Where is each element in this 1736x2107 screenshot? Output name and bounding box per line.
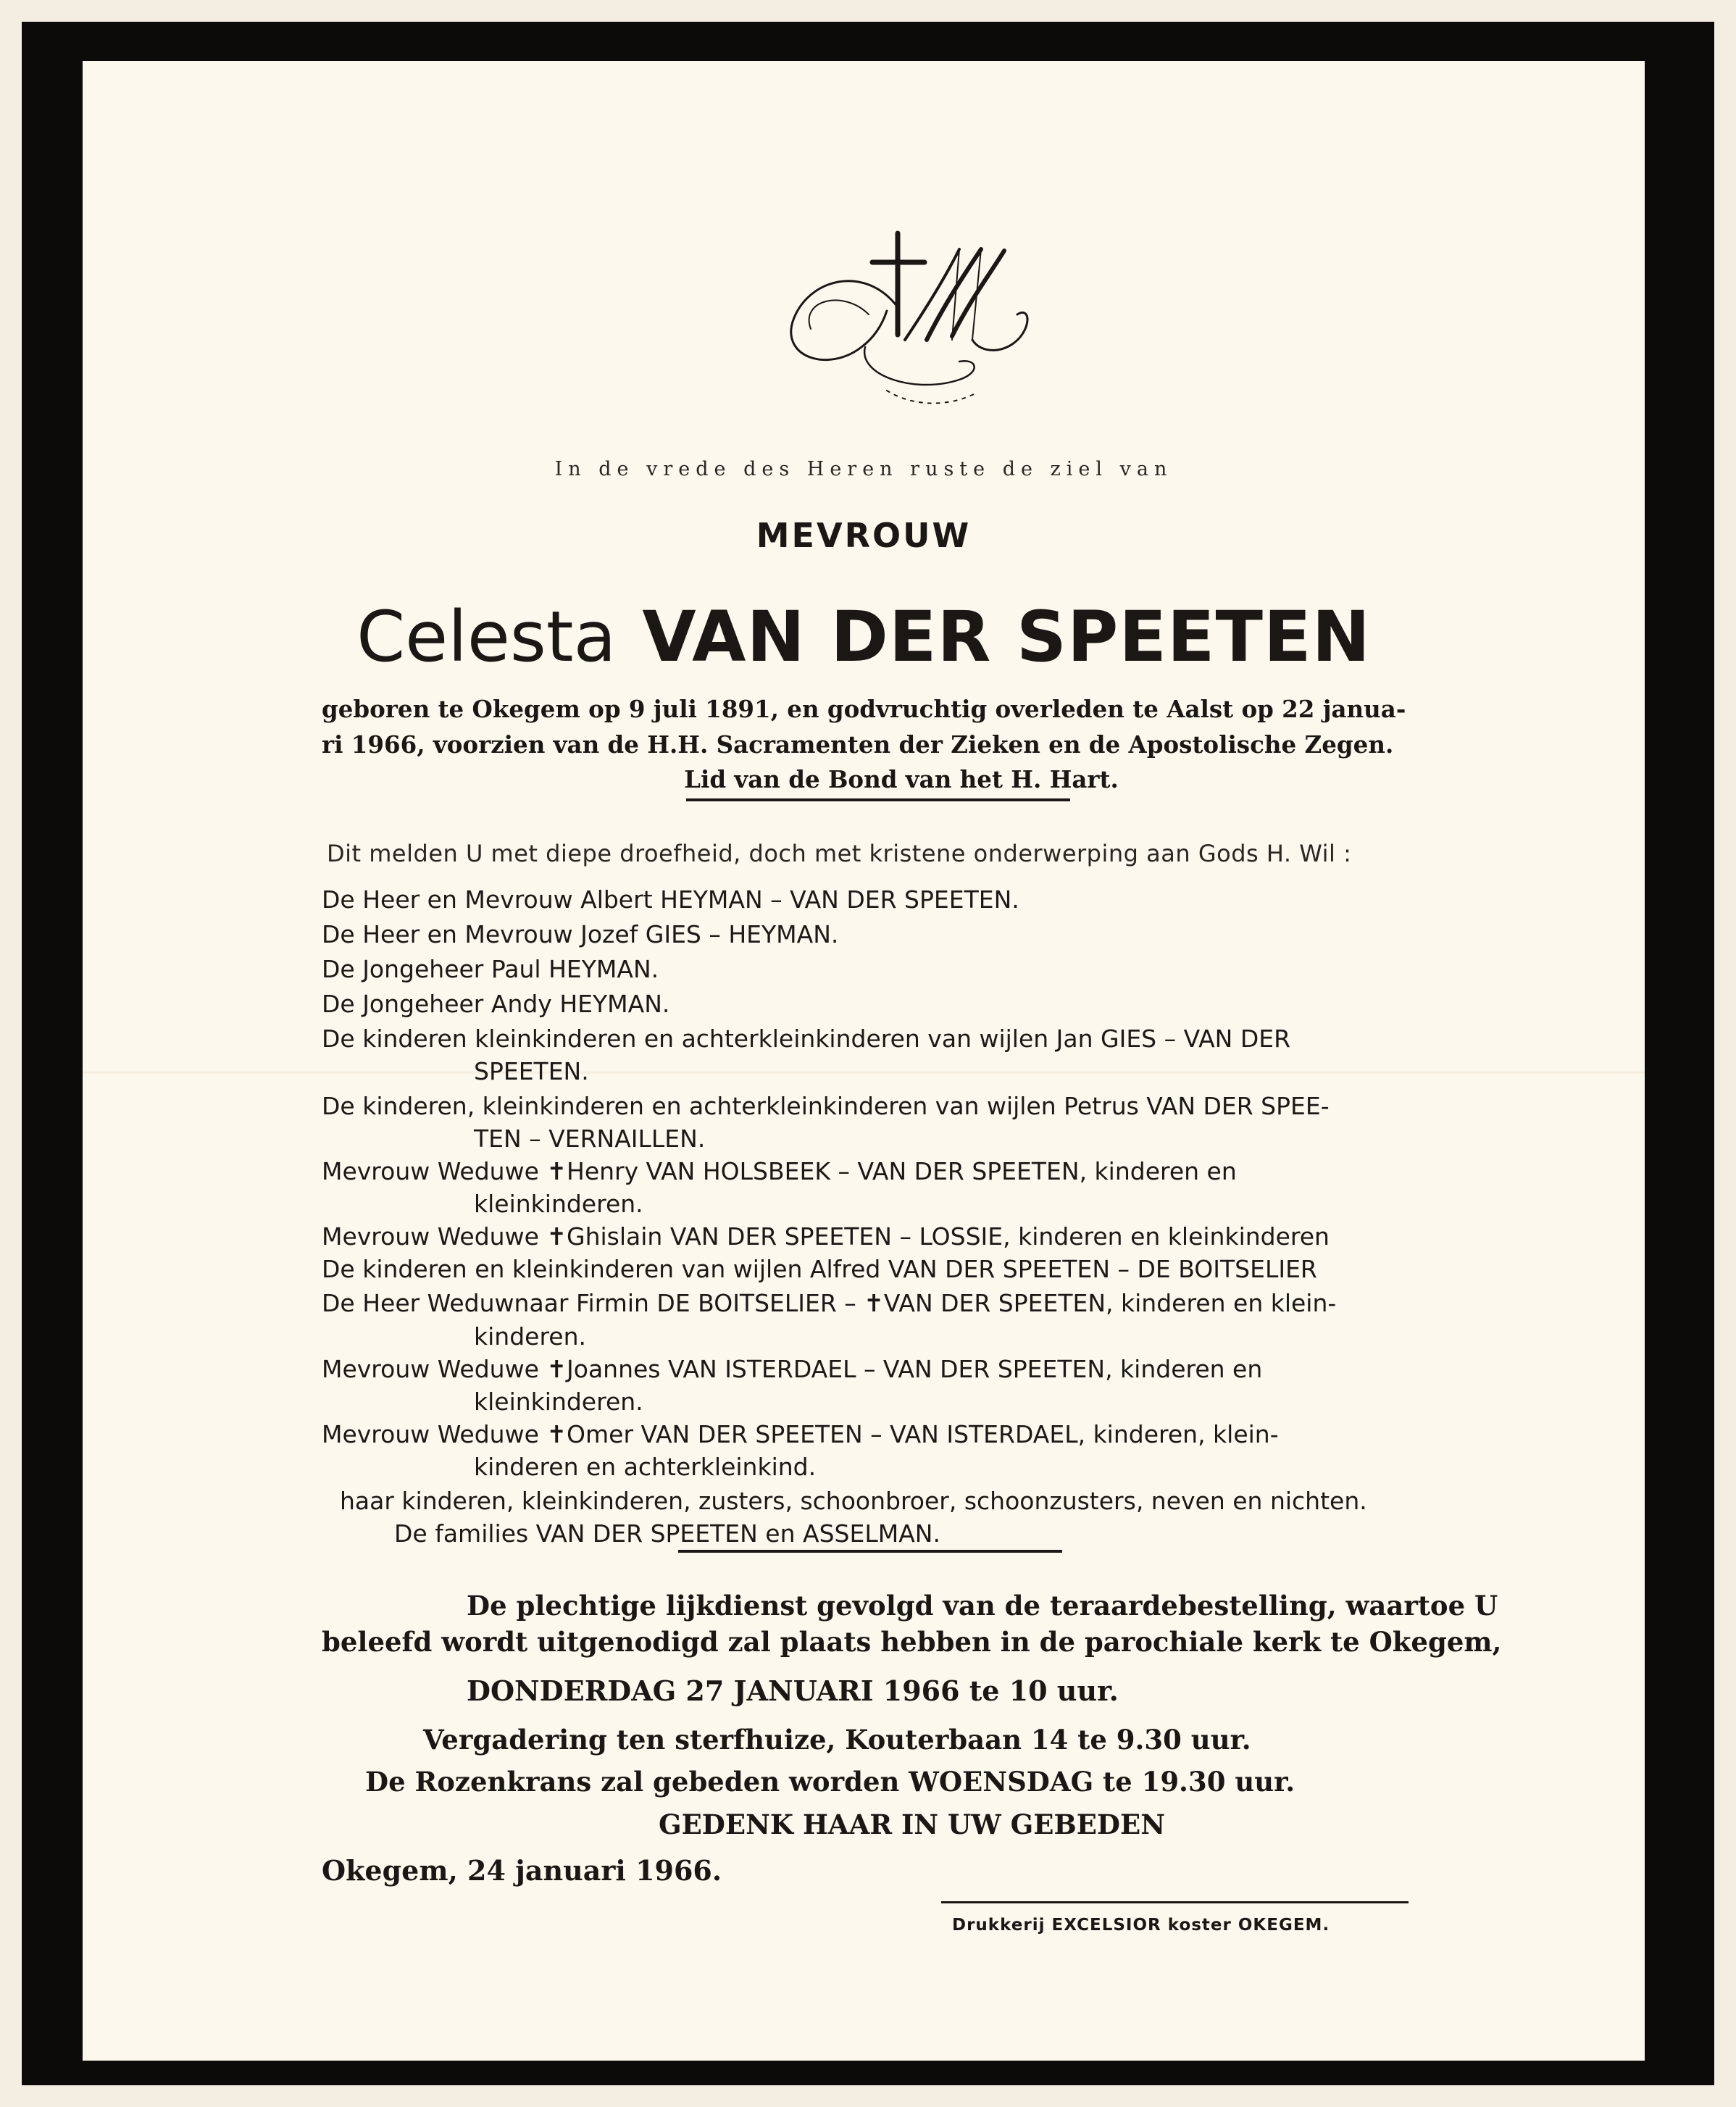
bio-line: Lid van de Bond van het H. Hart. <box>684 765 1119 793</box>
mourner-line: kleinkinderen. <box>474 1388 643 1416</box>
mourner-line: De Heer Weduwnaar Firmin DE BOITSELIER – ✝VAN DER SPEETEN, kinderen en klein- <box>322 1289 1337 1317</box>
fold-line <box>83 1072 1645 1074</box>
honorific: MEVROUW <box>756 516 972 555</box>
lead-in-text: Dit melden U met diepe droefheid, doch met kristene onderwerping aan Gods H. Wil : <box>327 840 1352 867</box>
mourner-line: haar kinderen, kleinkinderen, zusters, schoonbroer, schoonzusters, neven en nichten. <box>340 1487 1367 1515</box>
service-line: De Rozenkrans zal gebeden worden WOENSDAG te 19.30 uur. <box>365 1766 1295 1798</box>
mourner-line: Mevrouw Weduwe ✝Omer VAN DER SPEETEN – VAN ISTERDAEL, kinderen, klein- <box>322 1420 1279 1448</box>
mourner-line: Mevrouw Weduwe ✝Ghislain VAN DER SPEETEN – LOSSIE, kinderen en kleinkinderen <box>322 1222 1330 1251</box>
mourner-line: Mevrouw Weduwe ✝Henry VAN HOLSBEEK – VAN DER SPEETEN, kinderen en <box>322 1157 1237 1185</box>
divider-rule <box>941 1901 1409 1903</box>
mourner-line: De Heer en Mevrouw Jozef GIES – HEYMAN. <box>322 920 839 948</box>
service-line: Vergadering ten sterfhuize, Kouterbaan 14 te 9.30 uur. <box>423 1724 1251 1756</box>
deceased-name <box>83 593 1645 680</box>
intro-line: In de vrede des Heren ruste de ziel van <box>554 458 1173 480</box>
mourner-line: kinderen en achterkleinkind. <box>474 1453 817 1481</box>
service-date: DONDERDAG 27 JANUARI 1966 te 10 uur. <box>467 1674 1119 1707</box>
mourner-line: TEN – VERNAILLEN. <box>474 1125 706 1153</box>
mourner-line: kinderen. <box>474 1322 586 1351</box>
card-paper <box>83 61 1645 2061</box>
cross-monogram-icon <box>742 220 1104 438</box>
bio-line: ri 1966, voorzien van de H.H. Sacramenten der Zieken en de Apostolische Zegen. <box>322 730 1394 759</box>
mourner-line: De kinderen en kleinkinderen van wijlen Alfred VAN DER SPEETEN – DE BOITSELIER <box>322 1255 1317 1283</box>
surname: VAN DER SPEETEN <box>642 596 1371 677</box>
service-line: beleefd wordt uitgenodigd zal plaats hebben in de parochiale kerk te Okegem, <box>322 1626 1502 1658</box>
mourner-line: De kinderen kleinkinderen en achterkleinkinderen van wijlen Jan GIES – VAN DER <box>322 1025 1291 1053</box>
remembrance-line: GEDENK HAAR IN UW GEBEDEN <box>659 1808 1166 1840</box>
mourner-line: De Jongeheer Paul HEYMAN. <box>322 955 659 983</box>
service-line: De plechtige lijkdienst gevolgd van de teraardebestelling, waartoe U <box>467 1590 1498 1622</box>
mourner-line: De families VAN DER SPEETEN en ASSELMAN. <box>394 1519 940 1548</box>
divider-rule <box>678 1550 1062 1553</box>
mourner-line: De kinderen, kleinkinderen en achterkleinkinderen van wijlen Petrus VAN DER SPEE- <box>322 1092 1330 1120</box>
printer-credit: Drukkerij EXCELSIOR koster OKEGEM. <box>952 1916 1330 1935</box>
first-name: Celesta <box>356 596 617 677</box>
mourner-line: De Jongeheer Andy HEYMAN. <box>322 990 670 1018</box>
mourner-line: SPEETEN. <box>474 1057 589 1085</box>
bio-line: geboren te Okegem op 9 juli 1891, en godvruchtig overleden te Aalst op 22 janua- <box>322 695 1406 723</box>
mourner-line: kleinkinderen. <box>474 1190 643 1218</box>
place-and-date: Okegem, 24 januari 1966. <box>322 1854 722 1887</box>
mourner-line: De Heer en Mevrouw Albert HEYMAN – VAN DER SPEETEN. <box>322 885 1019 914</box>
mourner-line: Mevrouw Weduwe ✝Joannes VAN ISTERDAEL – VAN DER SPEETEN, kinderen en <box>322 1355 1263 1383</box>
divider-rule <box>686 798 1070 801</box>
